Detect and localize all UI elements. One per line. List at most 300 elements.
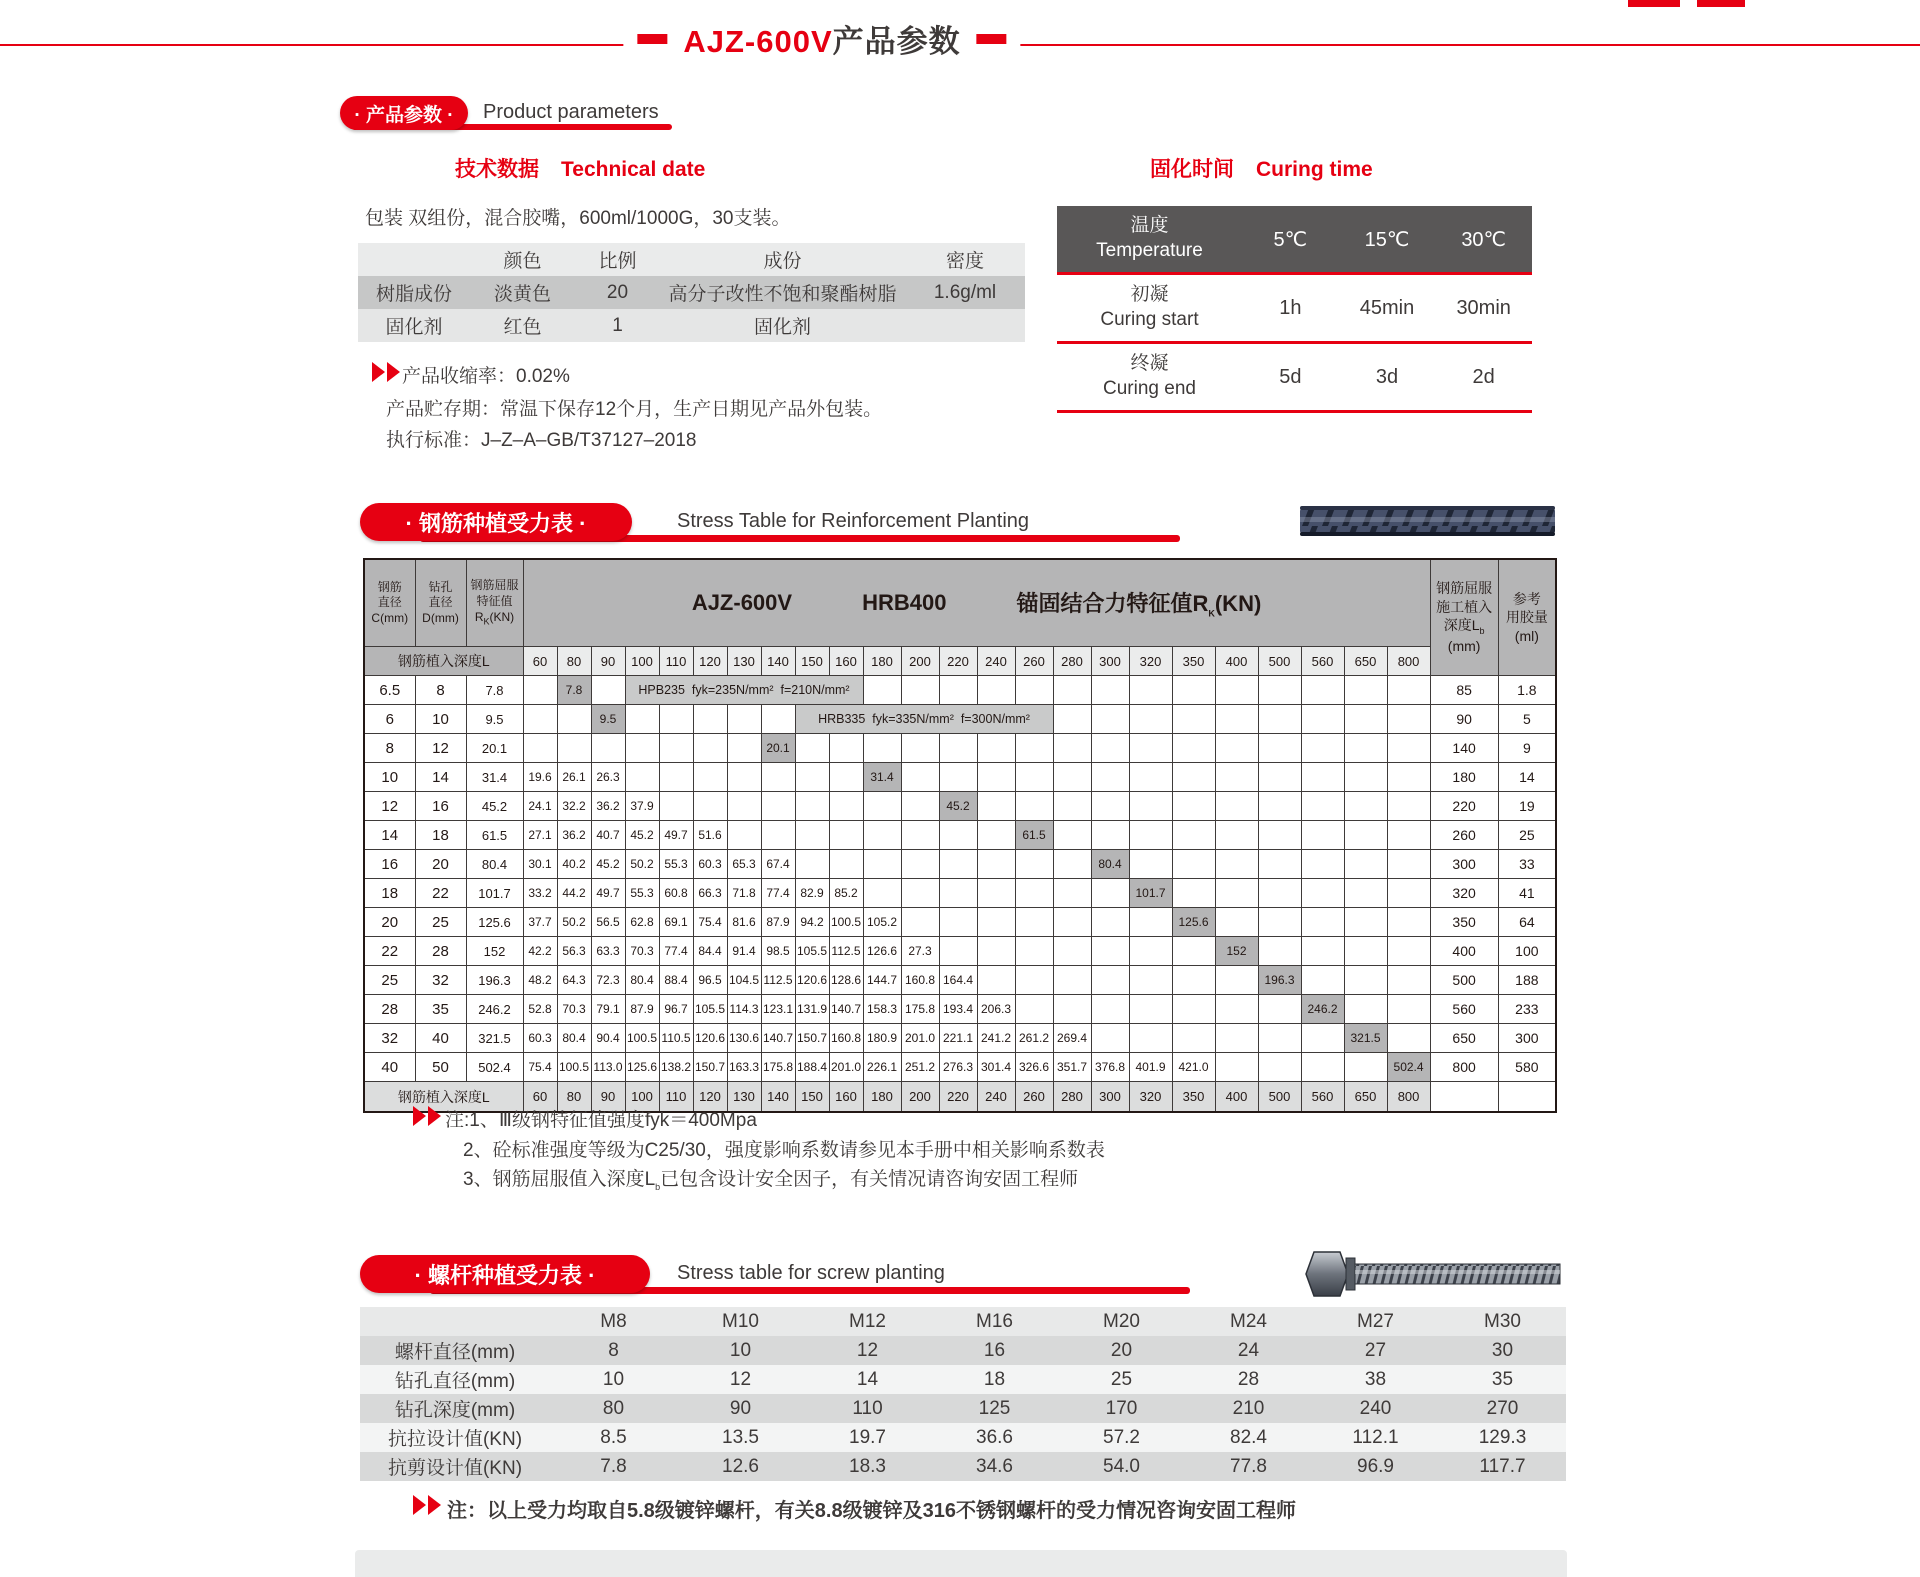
tech-cell: 固化剂 — [660, 309, 905, 342]
rebar-cell: 70.3 — [625, 937, 659, 966]
rebar-cell: 112.5 — [829, 937, 863, 966]
rebar-cell — [727, 763, 761, 792]
rebar-cell — [1215, 792, 1258, 821]
rebar-cell: 201.0 — [901, 1024, 939, 1053]
screw-cell: 10 — [677, 1336, 804, 1365]
rebar-cell — [939, 763, 977, 792]
rebar-cell: 226.1 — [863, 1053, 901, 1082]
rebar-cell — [1258, 792, 1301, 821]
rebar-cell: 502.4 — [1387, 1053, 1430, 1082]
rebar-cell: 42.2 — [523, 937, 557, 966]
screw-cell: 36.6 — [931, 1423, 1058, 1452]
rebar-cell — [1387, 676, 1430, 705]
rebar-cell: 175.8 — [901, 995, 939, 1024]
rebar-cell: 25 — [1498, 821, 1556, 850]
rebar-cell: 188.4 — [795, 1053, 829, 1082]
badge-rebar-table: · 钢筋种植受力表 · — [360, 503, 632, 541]
rebar-cell: 100.5 — [557, 1053, 591, 1082]
rebar-cell: 61.5 — [1015, 821, 1053, 850]
rebar-cell: 14 — [1498, 763, 1556, 792]
note-shrinkage: 产品收缩率：0.02% — [402, 366, 570, 387]
rebar-cell — [863, 676, 901, 705]
rebar-cell: 152 — [466, 937, 523, 966]
rebar-cell: 8 — [364, 734, 415, 763]
rebar-cell: 650 — [1430, 1024, 1498, 1053]
rebar-row — [364, 1053, 1556, 1082]
rebar-cell: 196.3 — [1258, 966, 1301, 995]
tech-th-ratio: 比例 — [575, 243, 660, 276]
screw-cell: 12.6 — [677, 1452, 804, 1481]
rebar-depth-th: 300 — [1091, 647, 1129, 676]
rebar-cell — [977, 792, 1015, 821]
rebar-row — [364, 937, 1556, 966]
curing-end-15: 3d — [1375, 365, 1399, 388]
curing-title-cn: 固化时间 — [1150, 158, 1234, 181]
rebar-cell — [1301, 792, 1344, 821]
rebar-cell — [1301, 879, 1344, 908]
rebar-row — [364, 966, 1556, 995]
rebar-cell: 32 — [415, 966, 466, 995]
rebar-cell: 96.7 — [659, 995, 693, 1024]
rebar-cell: 55.3 — [659, 850, 693, 879]
rebar-cell — [1091, 1024, 1129, 1053]
screw-cell: 13.5 — [677, 1423, 804, 1452]
rebar-row — [364, 1024, 1556, 1053]
rebar-cell — [863, 850, 901, 879]
rebar-cell — [1301, 821, 1344, 850]
rebar-cell: 90 — [1430, 705, 1498, 734]
rebar-cell: 100.5 — [829, 908, 863, 937]
rebar-cell: 180.9 — [863, 1024, 901, 1053]
screw-cell: 7.8 — [550, 1452, 677, 1481]
rebar-cell — [1129, 966, 1172, 995]
rebar-cell: 320 — [1430, 879, 1498, 908]
rebar-cell — [795, 763, 829, 792]
screw-header-cell: M12 — [804, 1307, 931, 1336]
curing-start-30: 30min — [1456, 296, 1511, 319]
rebar-cell — [939, 676, 977, 705]
rebar-cell — [1301, 705, 1344, 734]
screw-header-cell: M10 — [677, 1307, 804, 1336]
packing-line: 包装 双组份，混合胶嘴，600ml/1000G，30支装。 — [365, 208, 791, 229]
rebar-cell — [829, 763, 863, 792]
rebar-cell: 81.6 — [727, 908, 761, 937]
curing-time-title — [1150, 153, 1373, 183]
rebar-note-3: 3、钢筋屈服值入深度$L_b$已包含设计安全因子，有关情况请咨询安固工程师 — [463, 1169, 1079, 1192]
rebar-cell: 196.3 — [466, 966, 523, 995]
rebar-cell — [761, 792, 795, 821]
rebar-depth-th: 320 — [1129, 647, 1172, 676]
rebar-cell: 75.4 — [693, 908, 727, 937]
rebar-cell — [1053, 879, 1091, 908]
rebar-cell: 40 — [364, 1053, 415, 1082]
rebar-cell: 85.2 — [829, 879, 863, 908]
tech-cell: 1 — [575, 309, 660, 342]
rebar-cell — [863, 821, 901, 850]
rebar-cell — [1129, 763, 1172, 792]
rebar-cell: 260 — [1430, 821, 1498, 850]
rebar-cell: 36.2 — [591, 792, 625, 821]
rebar-cell — [1387, 937, 1430, 966]
rebar-cell — [1387, 1024, 1430, 1053]
rebar-depth-th: 350 — [1172, 647, 1215, 676]
screw-cell: 90 — [677, 1394, 804, 1423]
screw-cell: 抗剪设计值(KN) — [360, 1452, 550, 1481]
rebar-depth-th: 200 — [901, 647, 939, 676]
rebar-cell — [1215, 908, 1258, 937]
rebar-main-header — [523, 559, 1430, 647]
rebar-cell — [1344, 821, 1387, 850]
rebar-cell — [1301, 734, 1344, 763]
title-dash-icon — [637, 34, 667, 44]
rebar-cell — [1258, 763, 1301, 792]
rebar-cell — [1091, 734, 1129, 763]
rebar-cell — [1258, 995, 1301, 1024]
rebar-cell: 52.8 — [523, 995, 557, 1024]
rebar-cell: 56.5 — [591, 908, 625, 937]
rebar-depth-th: 160 — [829, 647, 863, 676]
rebar-cell: 158.3 — [863, 995, 901, 1024]
rebar-cell — [1498, 1082, 1556, 1113]
rebar-cell — [1215, 1053, 1258, 1082]
rebar-cell: 220 — [939, 1082, 977, 1113]
rebar-cell: 77.4 — [761, 879, 795, 908]
rebar-cell — [659, 792, 693, 821]
rebar-cell — [1301, 763, 1344, 792]
rebar-cell: 22 — [364, 937, 415, 966]
screw-cell: 210 — [1185, 1394, 1312, 1423]
tech-table-header-row — [358, 243, 1025, 276]
rebar-cell — [1258, 879, 1301, 908]
rebar-cell: 16 — [415, 792, 466, 821]
rebar-cell — [1172, 676, 1215, 705]
rebar-note-1: 注:1、Ⅲ级钢特征值强度fyk＝400Mpa — [445, 1110, 757, 1131]
rebar-cell: 18 — [415, 821, 466, 850]
rebar-cell: 63.3 — [591, 937, 625, 966]
rebar-cell — [1053, 792, 1091, 821]
rebar-row — [364, 908, 1556, 937]
rebar-cell: 56.3 — [557, 937, 591, 966]
rebar-cell: 280 — [1053, 1082, 1091, 1113]
rebar-cell — [901, 850, 939, 879]
rebar-cell — [1129, 908, 1172, 937]
rebar-cell: 20 — [415, 850, 466, 879]
rebar-cell — [1344, 792, 1387, 821]
screw-cell: 19.7 — [804, 1423, 931, 1452]
rebar-cell — [1053, 995, 1091, 1024]
rebar-cell — [1301, 850, 1344, 879]
tech-cell: 树脂成份 — [358, 276, 470, 309]
rebar-cell: 85 — [1430, 676, 1498, 705]
rebar-cell: 130 — [727, 1082, 761, 1113]
rebar-cell: 140.7 — [829, 995, 863, 1024]
rebar-cell: 25 — [415, 908, 466, 937]
rebar-cell: 75.4 — [523, 1053, 557, 1082]
rebar-cell: 20 — [364, 908, 415, 937]
rebar-cell — [977, 879, 1015, 908]
rebar-cell: 35 — [415, 995, 466, 1024]
rebar-cell — [1301, 1053, 1344, 1082]
rebar-cell: 80.4 — [625, 966, 659, 995]
rebar-cell — [1129, 734, 1172, 763]
rebar-cell — [1053, 676, 1091, 705]
screw-cell: 10 — [550, 1365, 677, 1394]
rebar-cell — [1301, 1024, 1344, 1053]
rebar-cell: 9.5 — [466, 705, 523, 734]
curing-temp-label — [1057, 214, 1242, 263]
rebar-col-rk-header: 钢筋屈服 特征值 $R_K(KN)$ — [466, 559, 523, 647]
rebar-cell: 62.8 — [625, 908, 659, 937]
tech-th-color: 颜色 — [470, 243, 575, 276]
rebar-cell: 130.6 — [727, 1024, 761, 1053]
tech-cell: 20 — [575, 276, 660, 309]
screw-header-cell: M24 — [1185, 1307, 1312, 1336]
rebar-cell: 150.7 — [795, 1024, 829, 1053]
rebar-cell: 144.7 — [863, 966, 901, 995]
rebar-cell — [1091, 821, 1129, 850]
rebar-cell — [727, 705, 761, 734]
rebar-cell — [1258, 850, 1301, 879]
rebar-cell: 12 — [415, 734, 466, 763]
rebar-cell — [1215, 705, 1258, 734]
rebar-cell — [1091, 705, 1129, 734]
rebar-cell — [1258, 937, 1301, 966]
rebar-cell — [1172, 821, 1215, 850]
rebar-cell: 18 — [364, 879, 415, 908]
rebar-cell — [901, 908, 939, 937]
rebar-cell: 321.5 — [466, 1024, 523, 1053]
rebar-cell: 61.5 — [466, 821, 523, 850]
screw-cell: 14 — [804, 1365, 931, 1394]
rebar-depth-th: 80 — [557, 647, 591, 676]
rebar-depth-header-row — [364, 647, 1556, 676]
rebar-cell: 128.6 — [829, 966, 863, 995]
rebar-cell — [625, 734, 659, 763]
rebar-cell: 140 — [761, 1082, 795, 1113]
rebar-cell: 123.1 — [761, 995, 795, 1024]
rebar-cell — [1172, 850, 1215, 879]
rebar-depth-th: 180 — [863, 647, 901, 676]
rebar-cell: 64.3 — [557, 966, 591, 995]
rebar-cell — [1053, 763, 1091, 792]
rebar-cell — [1258, 908, 1301, 937]
rebar-cell: 500 — [1258, 1082, 1301, 1113]
rebar-cell: 200 — [901, 1082, 939, 1113]
curing-start-15: 45min — [1359, 296, 1415, 319]
rebar-cell — [1344, 1053, 1387, 1082]
rebar-cell — [939, 734, 977, 763]
rebar-lb-header: 钢筋屈服 施工植入 深度$L_b$ (mm) — [1430, 559, 1498, 676]
rebar-row — [364, 705, 1556, 734]
rebar-cell — [1344, 908, 1387, 937]
rebar-cell — [1015, 937, 1053, 966]
rebar-cell: 98.5 — [761, 937, 795, 966]
rebar-depth-label: 钢筋植入深度L — [364, 647, 523, 676]
tech-data-title-en: Technical date — [561, 158, 706, 181]
page-title — [683, 16, 960, 61]
rebar-col-c-header: 钢筋 直径 C(mm) — [364, 559, 415, 647]
rebar-cell: 45.2 — [625, 821, 659, 850]
rebar-cell: 72.3 — [591, 966, 625, 995]
rebar-cell — [977, 908, 1015, 937]
rebar-cell: 45.2 — [466, 792, 523, 821]
rebar-cell — [1129, 705, 1172, 734]
rebar-cell — [1258, 705, 1301, 734]
rebar-cell: 301.4 — [977, 1053, 1015, 1082]
rebar-cell: 45.2 — [591, 850, 625, 879]
screw-cell: 129.3 — [1439, 1423, 1566, 1452]
rebar-cell: 70.3 — [557, 995, 591, 1024]
rebar-depth-th: 100 — [625, 647, 659, 676]
rebar-row — [364, 676, 1556, 705]
rebar-cell — [1344, 763, 1387, 792]
rebar-cell — [1215, 850, 1258, 879]
tech-th-density: 密度 — [905, 243, 1025, 276]
rebar-cell: 20.1 — [466, 734, 523, 763]
screw-cell: 18 — [931, 1365, 1058, 1394]
rebar-cell: 24.1 — [523, 792, 557, 821]
rebar-cell — [1172, 734, 1215, 763]
rebar-main-rk: 锚固结合力特征值$R_K(KN)$ — [1016, 591, 1262, 619]
rebar-cell: 60.8 — [659, 879, 693, 908]
rebar-main-model: AJZ-600V — [691, 589, 793, 615]
rebar-cell — [1091, 908, 1129, 937]
rebar-cell: 22 — [415, 879, 466, 908]
rebar-cell — [1091, 792, 1129, 821]
screw-cell: 28 — [1185, 1365, 1312, 1394]
rebar-cell — [523, 734, 557, 763]
screw-header-cell: M16 — [931, 1307, 1058, 1336]
rebar-cell: 80.4 — [1091, 850, 1129, 879]
rebar-cell: 246.2 — [1301, 995, 1344, 1024]
rebar-cell: 100 — [1498, 937, 1556, 966]
rebar-cell: 28 — [415, 937, 466, 966]
rebar-cell: 160.8 — [829, 1024, 863, 1053]
rebar-cell — [1015, 966, 1053, 995]
rebar-cell — [829, 792, 863, 821]
rebar-cell: 260 — [1015, 1082, 1053, 1113]
rebar-cell — [1258, 1024, 1301, 1053]
curing-start-row — [1057, 275, 1532, 344]
rebar-cell — [1258, 676, 1301, 705]
rebar-cell — [901, 821, 939, 850]
rebar-depth-th: 60 — [523, 647, 557, 676]
screw-cell: 34.6 — [931, 1452, 1058, 1481]
rebar-depth-th: 140 — [761, 647, 795, 676]
rebar-note-2: 2、砼标准强度等级为C25/30，强度影响系数请参见本手册中相关影响系数表 — [463, 1140, 1105, 1161]
rebar-cell: 140 — [1430, 734, 1498, 763]
rebar-cell — [901, 734, 939, 763]
rebar-image — [1300, 500, 1555, 542]
rebar-cell: 88.4 — [659, 966, 693, 995]
rebar-cell: 80.4 — [466, 850, 523, 879]
curing-start-label — [1057, 283, 1242, 332]
rebar-cell — [1215, 995, 1258, 1024]
rebar-cell — [795, 850, 829, 879]
rebar-cell — [1053, 908, 1091, 937]
rebar-cell: 30.1 — [523, 850, 557, 879]
rebar-cell: 321.5 — [1344, 1024, 1387, 1053]
rebar-cell — [1301, 908, 1344, 937]
rebar-depth-th: 110 — [659, 647, 693, 676]
rebar-cell: 10 — [415, 705, 466, 734]
rebar-cell: 261.2 — [1015, 1024, 1053, 1053]
rebar-row — [364, 850, 1556, 879]
rebar-cell — [1129, 792, 1172, 821]
rebar-cell: 163.3 — [727, 1053, 761, 1082]
rebar-cell: 350 — [1430, 908, 1498, 937]
screw-cell: 24 — [1185, 1336, 1312, 1365]
rebar-cell: 300 — [1498, 1024, 1556, 1053]
rebar-cell — [1129, 821, 1172, 850]
rebar-cell: 32.2 — [557, 792, 591, 821]
rebar-cell — [659, 705, 693, 734]
badge-screw-table-en: Stress table for screw planting — [677, 1262, 945, 1284]
screw-table — [360, 1307, 1566, 1481]
screw-cell: 77.8 — [1185, 1452, 1312, 1481]
rebar-depth-th: 220 — [939, 647, 977, 676]
rebar-cell: 10 — [364, 763, 415, 792]
rebar-header-row — [364, 559, 1556, 647]
rebar-cell — [1387, 850, 1430, 879]
rebar-cell — [1387, 966, 1430, 995]
rebar-cell: 101.7 — [466, 879, 523, 908]
rebar-cell — [901, 763, 939, 792]
curing-table — [1057, 206, 1532, 413]
rebar-cell — [1172, 879, 1215, 908]
rebar-cell — [1215, 734, 1258, 763]
screw-cell: 170 — [1058, 1394, 1185, 1423]
rebar-cell: 101.7 — [1129, 879, 1172, 908]
rebar-cell: 50.2 — [625, 850, 659, 879]
rebar-cell — [1215, 821, 1258, 850]
rebar-cell — [977, 821, 1015, 850]
rebar-cell — [1015, 850, 1053, 879]
rebar-cell — [977, 850, 1015, 879]
note-arrow-icon — [413, 1495, 441, 1515]
rebar-cell — [1215, 966, 1258, 995]
rebar-cell: 240 — [977, 1082, 1015, 1113]
rebar-cell — [1015, 792, 1053, 821]
rebar-cell — [1344, 937, 1387, 966]
screw-header-cell: M30 — [1439, 1307, 1566, 1336]
rebar-cell: 6 — [364, 705, 415, 734]
rebar-cell — [1215, 879, 1258, 908]
rebar-cell — [863, 792, 901, 821]
rebar-cell — [1344, 850, 1387, 879]
curing-end-label — [1057, 352, 1242, 401]
tech-table-row-hardener — [358, 309, 1025, 342]
screw-row — [360, 1423, 1566, 1452]
rebar-cell: 60.3 — [523, 1024, 557, 1053]
screw-header-cell: M20 — [1058, 1307, 1185, 1336]
screw-cell: 20 — [1058, 1336, 1185, 1365]
tech-cell: 1.6g/ml — [905, 276, 1025, 309]
note-standard: 执行标准：J–Z–A–GB/T37127–2018 — [386, 430, 697, 451]
rebar-depth-th: 650 — [1344, 647, 1387, 676]
rebar-cell — [1344, 995, 1387, 1024]
rebar-cell: 113.0 — [591, 1053, 625, 1082]
rebar-row — [364, 995, 1556, 1024]
rebar-depth-th: 800 — [1387, 647, 1430, 676]
rebar-cell: HPB235 fyk=235N/mm² f=210N/mm² — [625, 676, 863, 705]
screw-cell: 96.9 — [1312, 1452, 1439, 1481]
rebar-cell: 9.5 — [591, 705, 625, 734]
rebar-cell: 16 — [364, 850, 415, 879]
rebar-cell — [557, 734, 591, 763]
rebar-cell — [1053, 821, 1091, 850]
rebar-cell — [977, 676, 1015, 705]
